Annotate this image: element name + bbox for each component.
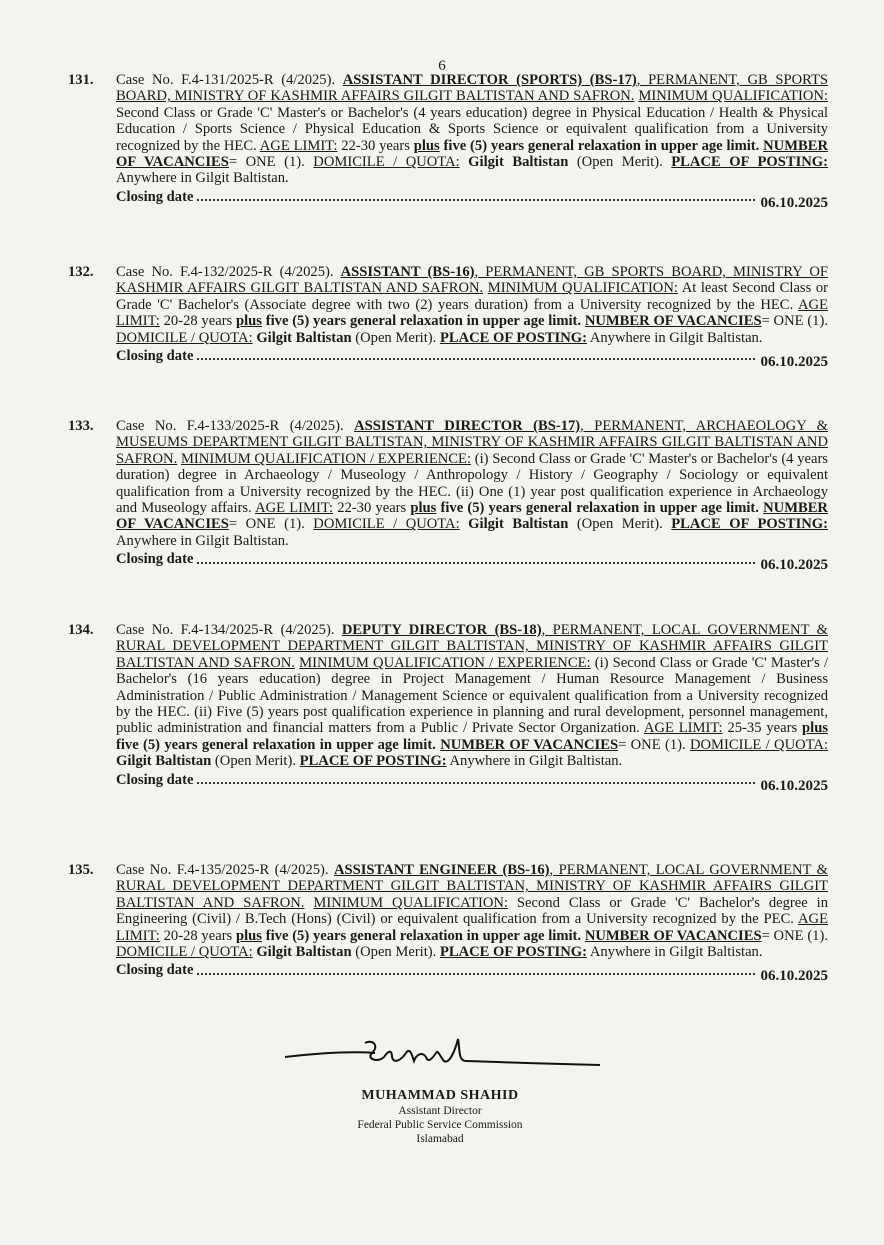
- case-text-segment: , PERMANENT, ARCHAEOLOGY & MUSEUMS DEPARTMENT GILGIT BALTISTAN, MINISTRY OF KASHMIR AFFAIRS GILGIT BALTISTAN AND SAFRON.: [116, 418, 828, 467]
- case-text-segment: 22-30 years: [337, 137, 414, 154]
- signatory-block: [300, 1088, 580, 1146]
- case-text-segment: DOMICILE / QUOTA:: [116, 329, 253, 346]
- case-text-segment: ASSISTANT ENGINEER (BS-16): [333, 862, 550, 878]
- case-text-segment: = ONE (1).: [228, 154, 314, 171]
- case-text-segment: plus: [236, 927, 262, 944]
- case-text-segment: ASSISTANT DIRECTOR (SPORTS) (BS-17): [342, 72, 637, 88]
- case-text-segment: = ONE (1).: [618, 736, 690, 753]
- case-text-segment: five (5) years general relaxation in upper age limit.: [261, 927, 585, 944]
- case-text-segment: Second Class or Grade 'C' Master's or Bachelor's (4 years education) degree in Physical Education / Health & Physical Education / Sports Science / Physical Education & Sports Science or equivalent qualification from a University recognized by the HEC.: [116, 104, 828, 154]
- case-text-segment: [460, 154, 469, 170]
- case-number: 134.: [68, 622, 94, 638]
- case-text-segment: Anywhere in Gilgit Baltistan.: [586, 329, 763, 346]
- case-text-segment: five (5) years general relaxation in upper age limit.: [261, 313, 585, 330]
- case-number: 132.: [68, 264, 94, 280]
- dotted-leader: [197, 358, 754, 360]
- case-number: 131.: [68, 72, 94, 88]
- case-text-segment: NUMBER OF VACANCIES: [116, 137, 828, 171]
- case-133: [68, 418, 828, 574]
- case-text-segment: AGE LIMIT:: [643, 720, 723, 737]
- case-text-segment: = ONE (1).: [228, 516, 314, 533]
- case-135: [68, 862, 829, 985]
- case-text-segment: Gilgit Baltistan: [256, 329, 352, 346]
- page-number: 6: [438, 58, 446, 74]
- case-text-segment: Anywhere in Gilgit Baltistan.: [116, 532, 289, 549]
- case-text-segment: PLACE OF POSTING:: [671, 516, 828, 533]
- closing-date-label: Closing date: [116, 188, 194, 205]
- closing-date-row: [116, 188, 828, 211]
- dotted-leader: [197, 199, 754, 201]
- case-text-segment: MINIMUM QUALIFICATION / EXPERIENCE:: [299, 654, 591, 671]
- case-text-segment: ASSISTANT (BS-16): [340, 264, 475, 280]
- case-text-segment: 20-28 years: [159, 313, 236, 330]
- case-text-segment: Anywhere in Gilgit Baltistan.: [446, 753, 623, 770]
- case-text-segment: , PERMANENT, LOCAL GOVERNMENT & RURAL DEVELOPMENT DEPARTMENT GILGIT BALTISTAN, MINISTRY OF KASHMIR AFFAIRS GILGIT BALTISTAN AND SAFRON.: [116, 862, 828, 911]
- case-text-segment: MINIMUM QUALIFICATION / EXPERIENCE:: [180, 450, 471, 467]
- case-text-segment: Gilgit Baltistan: [468, 154, 569, 171]
- case-text-segment: five (5) years general relaxation in upper age limit.: [116, 736, 441, 753]
- case-text-segment: PLACE OF POSTING:: [439, 329, 587, 346]
- case-text-segment: plus: [410, 500, 437, 517]
- case-134: [68, 622, 828, 794]
- case-text-segment: , PERMANENT, GB SPORTS BOARD, MINISTRY OF KASHMIR AFFAIRS GILGIT BALTISTAN AND SAFRON.: [116, 72, 829, 105]
- case-text-segment: PLACE OF POSTING:: [671, 154, 828, 171]
- case-text-segment: (Open Merit).: [351, 329, 440, 346]
- case-text-segment: , PERMANENT, LOCAL GOVERNMENT & RURAL DEVELOPMENT DEPARTMENT GILGIT BALTISTAN, MINISTRY OF KASHMIR AFFAIRS GILGIT BALTISTAN AND SAFRON.: [116, 622, 828, 671]
- case-text-segment: Anywhere in Gilgit Baltistan.: [116, 170, 289, 187]
- case-text-segment: 22-30 years: [333, 500, 411, 517]
- case-text-segment: Case No. F.4-133/2025-R (4/2025).: [116, 418, 355, 434]
- case-text-segment: PLACE OF POSTING:: [299, 753, 447, 770]
- closing-date-row: [116, 962, 828, 985]
- case-text-segment: five (5) years general relaxation in upper age limit.: [436, 500, 764, 517]
- case-131: [68, 72, 829, 211]
- case-text-segment: plus: [802, 720, 828, 737]
- case-text-segment: DOMICILE / QUOTA:: [313, 154, 460, 171]
- case-text-segment: At least Second Class or Grade 'C' Bachelor's (Associate degree with two (2) years duration) from a University recognized by the HEC.: [116, 280, 828, 313]
- case-text-segment: ASSISTANT DIRECTOR (BS-17): [354, 418, 581, 434]
- closing-date-label: Closing date: [116, 348, 194, 365]
- case-text-segment: DOMICILE / QUOTA:: [116, 944, 253, 961]
- dotted-leader: [197, 782, 754, 784]
- case-text-segment: Case No. F.4-132/2025-R (4/2025).: [116, 264, 341, 280]
- closing-date-value: 06.10.2025: [760, 194, 828, 211]
- signatory-designation: Assistant Director: [398, 1105, 482, 1117]
- case-text-segment: NUMBER OF VACANCIES: [584, 313, 762, 330]
- handwritten-signature-image: [280, 1035, 610, 1085]
- case-text-segment: Case No. F.4-134/2025-R (4/2025).: [116, 622, 342, 638]
- signatory-city: Islamabad: [416, 1133, 464, 1145]
- case-text-segment: MINIMUM QUALIFICATION:: [638, 88, 828, 105]
- closing-date-row: [116, 771, 828, 794]
- closing-date-value: 06.10.2025: [760, 354, 828, 371]
- case-body: [116, 264, 828, 346]
- case-text-segment: (i) Second Class or Grade 'C' Master's or Bachelor's (4 years duration) degree in Archaeology / Museology / Anthropology / History / Geography / Sociology or equivalent qualification from a University recognized by the HEC. (ii) One (1) year post qualification experience in Archaeology and Museology affairs.: [116, 450, 828, 517]
- case-text-segment: , PERMANENT, GB SPORTS BOARD, MINISTRY OF KASHMIR AFFAIRS GILGIT BALTISTAN AND SAFRON.: [116, 264, 828, 297]
- case-text-segment: plus: [236, 313, 262, 330]
- case-text-segment: AGE LIMIT:: [259, 137, 338, 154]
- case-body: [116, 862, 828, 960]
- case-text-segment: plus: [413, 137, 440, 154]
- case-text-segment: Case No. F.4-135/2025-R (4/2025).: [116, 862, 334, 878]
- case-text-segment: DEPUTY DIRECTOR (BS-18): [341, 622, 542, 638]
- case-text-segment: 20-28 years: [159, 927, 236, 944]
- case-text-segment: PLACE OF POSTING:: [439, 944, 587, 961]
- case-text-segment: [460, 516, 469, 532]
- case-body: [116, 72, 828, 187]
- case-text-segment: NUMBER OF VACANCIES: [584, 927, 762, 944]
- case-text-segment: AGE LIMIT:: [116, 911, 828, 944]
- closing-date-label: Closing date: [116, 551, 194, 568]
- case-text-segment: five (5) years general relaxation in upper age limit.: [439, 137, 764, 154]
- case-number: 135.: [68, 862, 94, 878]
- case-body: [116, 418, 828, 549]
- case-132: [68, 264, 828, 371]
- case-text-segment: (Open Merit).: [351, 944, 440, 961]
- signatory-organization: Federal Public Service Commission: [357, 1119, 523, 1131]
- closing-date-label: Closing date: [116, 771, 194, 788]
- closing-date-value: 06.10.2025: [760, 968, 828, 985]
- case-text-segment: Gilgit Baltistan: [116, 753, 212, 770]
- case-text-segment: (Open Merit).: [568, 154, 672, 171]
- case-text-segment: NUMBER OF VACANCIES: [116, 500, 828, 533]
- case-text-segment: NUMBER OF VACANCIES: [440, 736, 619, 753]
- closing-date-label: Closing date: [116, 962, 194, 979]
- closing-date-row: [116, 551, 828, 574]
- case-text-segment: (Open Merit).: [211, 753, 300, 770]
- case-number: 133.: [68, 418, 94, 434]
- case-text-segment: MINIMUM QUALIFICATION:: [487, 280, 678, 297]
- case-text-segment: 25-35 years: [722, 720, 803, 737]
- dotted-leader: [197, 973, 754, 975]
- case-text-segment: Case No. F.4-131/2025-R (4/2025).: [116, 72, 343, 88]
- case-text-segment: Anywhere in Gilgit Baltistan.: [586, 944, 763, 961]
- closing-date-row: [116, 348, 828, 371]
- dotted-leader: [197, 562, 754, 564]
- case-text-segment: Second Class or Grade 'C' Bachelor's degree in Engineering (Civil) / B.Tech (Hons) (Civil) or equivalent qualification from a University recognized by the PEC.: [116, 894, 829, 928]
- case-text-segment: = ONE (1).: [761, 927, 828, 944]
- case-text-segment: MINIMUM QUALIFICATION:: [313, 894, 508, 911]
- case-text-segment: = ONE (1).: [761, 313, 828, 330]
- closing-date-value: 06.10.2025: [760, 777, 828, 794]
- closing-date-value: 06.10.2025: [760, 557, 828, 574]
- case-text-segment: Gilgit Baltistan: [468, 516, 569, 533]
- case-text-segment: Gilgit Baltistan: [256, 944, 352, 961]
- case-text-segment: (Open Merit).: [568, 516, 672, 533]
- case-text-segment: DOMICILE / QUOTA:: [313, 516, 460, 533]
- case-text-segment: AGE LIMIT:: [255, 500, 334, 517]
- case-text-segment: (i) Second Class or Grade 'C' Master's / Bachelor's (16 years education) degree in Project Management / Human Resource Management / Business Administration / Public Administration / Management Science or equivalent qualification from a University recognized by the HEC. (ii) Five (5) years post qualification experience in planning and rural development, personnel management, public administration and financial matters from a Public / Private Sector Organization.: [116, 654, 828, 737]
- case-text-segment: DOMICILE / QUOTA:: [689, 736, 828, 753]
- case-text-segment: AGE LIMIT:: [116, 296, 828, 330]
- signatory-name: MUHAMMAD SHAHID: [361, 1088, 519, 1103]
- case-body: [116, 622, 828, 770]
